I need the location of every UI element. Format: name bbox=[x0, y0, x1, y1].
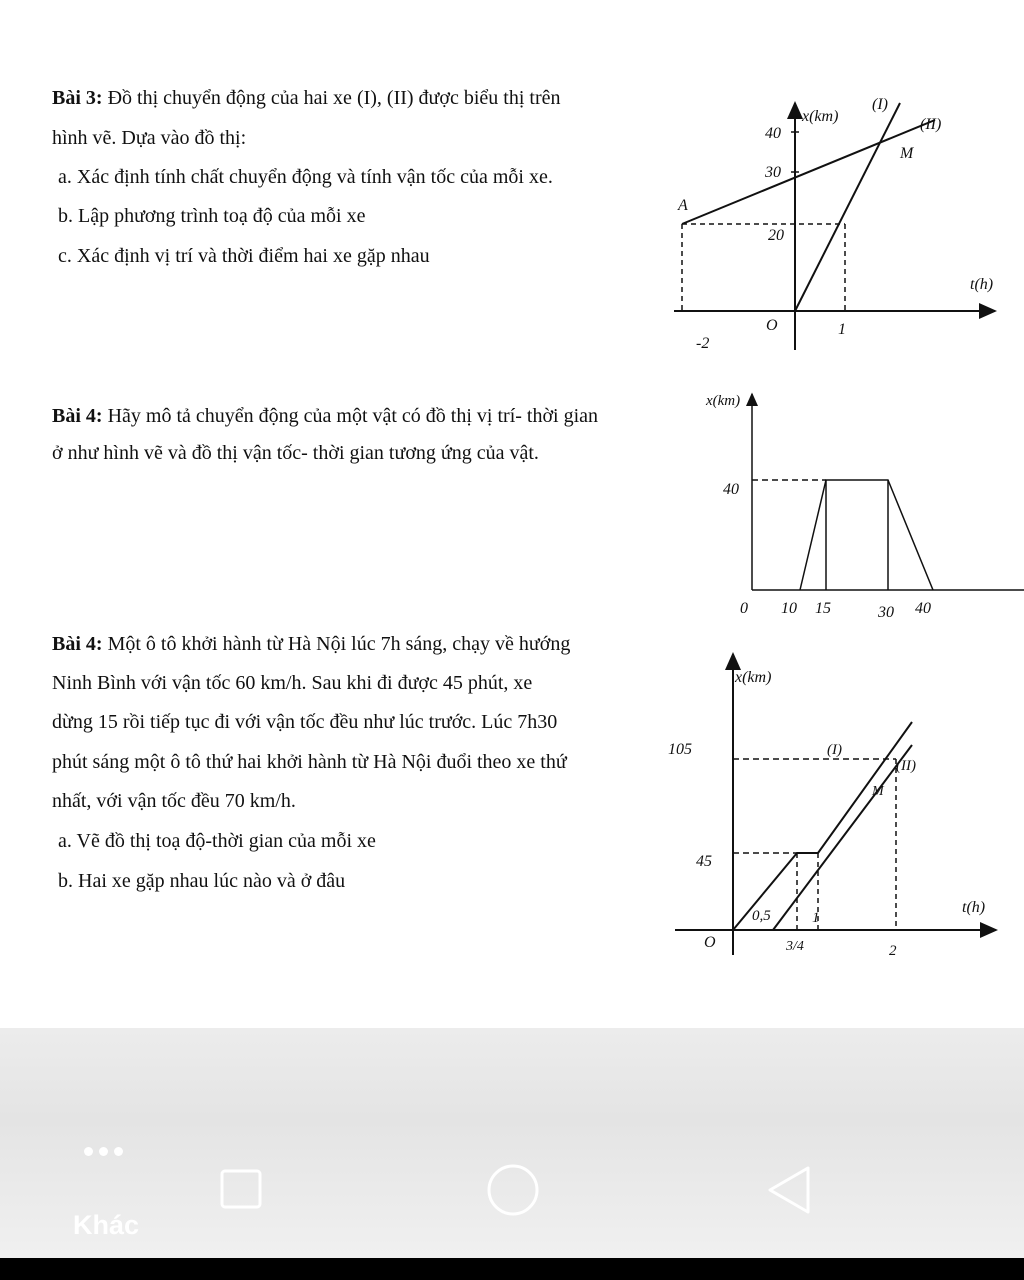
bai4b-tick-45: 45 bbox=[696, 853, 712, 870]
bai4a-line1 bbox=[52, 404, 598, 428]
bottom-panel bbox=[0, 1028, 1024, 1258]
bai4a-tick-40: 40 bbox=[723, 481, 739, 498]
bai4a-text1: Hãy mô tả chuyển động của một vật có đồ thị vị trí- thời gian bbox=[107, 405, 599, 427]
bai3-graph bbox=[660, 90, 1010, 360]
bai4b-line-II bbox=[773, 745, 912, 930]
recent-apps-icon bbox=[222, 1171, 260, 1207]
bai4b-line5: nhất, với vận tốc đều 70 km/h. bbox=[52, 790, 296, 812]
bai4b-x-label: t(h) bbox=[962, 899, 986, 916]
bai4b-point-M: M bbox=[872, 784, 884, 799]
bai3-line-I-label: (I) bbox=[872, 96, 888, 113]
bai3-x-label: t(h) bbox=[970, 276, 994, 293]
bai4a-x-0: 0 bbox=[740, 600, 748, 617]
bai4a-x-10: 10 bbox=[781, 600, 797, 617]
bai4a-y-label: x(km) bbox=[706, 393, 741, 409]
bai3-line-I bbox=[795, 103, 900, 311]
bai4b-t-05: 0,5 bbox=[752, 908, 771, 924]
bai3-tick-30: 30 bbox=[765, 164, 781, 181]
bai4b-question-b: b. Hai xe gặp nhau lúc nào và ở đâu bbox=[58, 870, 346, 892]
bai3-line1 bbox=[52, 86, 561, 110]
bai4a-line2: ở như hình vẽ và đồ thị vận tốc- thời gian tương ứng của vật. bbox=[52, 442, 539, 464]
bai3-tick-20: 20 bbox=[768, 227, 784, 244]
bai4b-t-34: 3/4 bbox=[786, 939, 804, 954]
bai3-text1: Đồ thị chuyển động của hai xe (I), (II) được biểu thị trên bbox=[107, 87, 561, 109]
more-options-label[interactable]: Khác bbox=[73, 1210, 140, 1240]
more-options-icon[interactable] bbox=[84, 1143, 134, 1159]
bai3-origin: O bbox=[766, 317, 778, 334]
bai4b-line1 bbox=[52, 632, 570, 656]
bai4b-line-I bbox=[733, 722, 912, 930]
bai4a-x-30: 30 bbox=[878, 604, 894, 621]
home-icon bbox=[489, 1166, 537, 1214]
home-button[interactable] bbox=[485, 1162, 541, 1218]
bai4b-y-label: x(km) bbox=[735, 669, 772, 686]
bai3-question-b: b. Lập phương trình toạ độ của mỗi xe bbox=[58, 205, 366, 227]
bai3-tick-neg2: -2 bbox=[696, 335, 710, 352]
bai4b-heading: Bài 4: bbox=[52, 633, 103, 655]
bai3-point-A: A bbox=[678, 197, 688, 214]
bai4b-question-a: a. Vẽ đồ thị toạ độ-thời gian của mỗi xe bbox=[58, 830, 376, 852]
bai3-tick-40: 40 bbox=[765, 125, 781, 142]
bai4b-tick-105: 105 bbox=[668, 741, 692, 758]
bai4b-origin: O bbox=[704, 934, 716, 951]
bai3-question-a: a. Xác định tính chất chuyển động và tính vận tốc của mỗi xe. bbox=[58, 166, 553, 188]
bai4a-path-outer bbox=[800, 480, 933, 590]
bai4b-t-2: 2 bbox=[889, 943, 897, 959]
bai4b-graph bbox=[665, 640, 1010, 970]
bai3-question-c: c. Xác định vị trí và thời điểm hai xe gặp nhau bbox=[58, 245, 430, 267]
bai4a-x-15: 15 bbox=[815, 600, 831, 617]
back-button[interactable] bbox=[764, 1164, 814, 1216]
bai3-point-M: M bbox=[900, 145, 914, 162]
bai4b-line3: dừng 15 rồi tiếp tục đi với vận tốc đều như lúc trước. Lúc 7h30 bbox=[52, 711, 558, 733]
bai4b-t-1: 1 bbox=[812, 910, 820, 926]
bai4b-line2: Ninh Bình với vận tốc 60 km/h. Sau khi đi được 45 phút, xe bbox=[52, 672, 533, 694]
bai3-line-II bbox=[682, 120, 935, 224]
bai3-tick-1: 1 bbox=[838, 321, 846, 338]
bai4a-heading: Bài 4: bbox=[52, 405, 103, 427]
navigation-bar bbox=[0, 1258, 1024, 1280]
recent-apps-button[interactable] bbox=[218, 1167, 266, 1213]
bai4b-line4: phút sáng một ô tô thứ hai khởi hành từ Hà Nội đuổi theo xe thứ bbox=[52, 751, 567, 773]
bai4b-text1: Một ô tô khởi hành từ Hà Nội lúc 7h sáng, chạy về hướng bbox=[107, 633, 571, 655]
bai3-y-label: x(km) bbox=[802, 108, 839, 125]
bai4b-line-I-label: (I) bbox=[827, 742, 842, 758]
bai3-line-II-label: (II) bbox=[920, 116, 942, 133]
bai4a-x-40: 40 bbox=[915, 600, 931, 617]
back-icon bbox=[770, 1168, 808, 1212]
bai4b-line-II-label: (II) bbox=[896, 758, 916, 774]
bai3-heading: Bài 3: bbox=[52, 87, 103, 109]
bai3-line2: hình vẽ. Dựa vào đồ thị: bbox=[52, 127, 247, 149]
bai4a-graph bbox=[700, 380, 1024, 630]
